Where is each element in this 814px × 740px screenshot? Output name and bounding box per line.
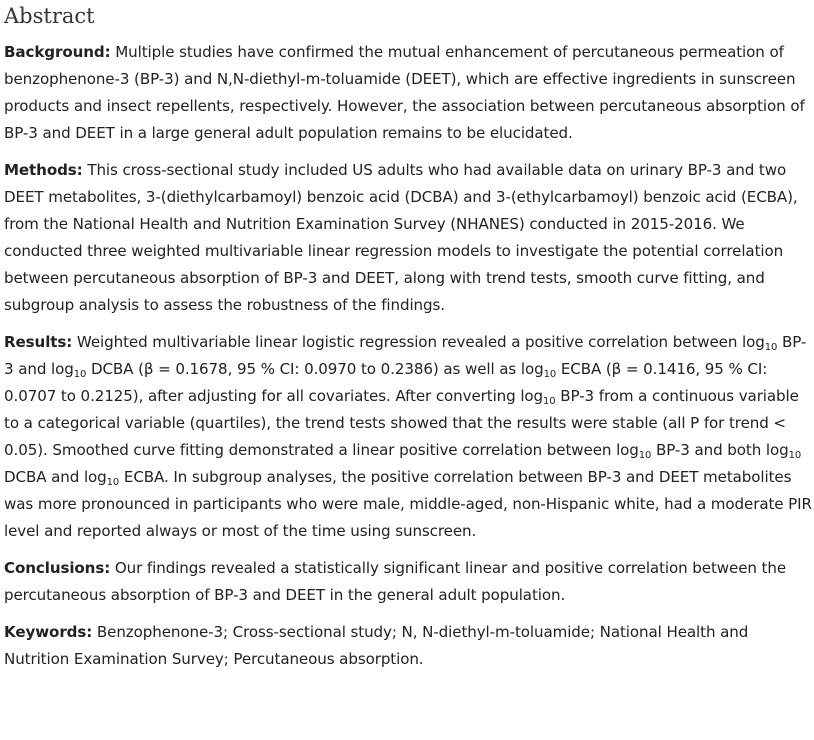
log-subscript: 10 — [106, 477, 120, 488]
conclusions-paragraph — [4, 555, 812, 609]
abstract-section — [4, 0, 812, 683]
log-term: log — [83, 468, 107, 486]
log-subscript: 10 — [543, 369, 557, 380]
background-text: Multiple studies have confirmed the mutual enhancement of percutaneous permeation of benzophenone-3 (BP-3) and N,N-diethyl-m-toluamide (DEET), which are effective ingredients in sunscreen products and insect repellents, respectively. However, the association between percutaneous absorption of BP-3 and DEET in a large general adult population remains to be elucidated. — [4, 43, 805, 142]
methods-label: Methods: — [4, 161, 83, 179]
log-term: log — [742, 333, 765, 351]
results-text-1: Weighted multivariable linear logistic regression revealed a positive correlation between — [72, 333, 742, 351]
log-subscript: 10 — [543, 396, 556, 407]
log-term: log — [616, 441, 639, 459]
results-text-5: BP-3 from a continuous variable to a categorical variable (quartiles), the trend tests showed that the results were stable (all P for trend < 0.05). Smoothed curve fitting demonstrated a linear positive correlation between — [4, 387, 799, 459]
methods-text: This cross-sectional study included US adults who had available data on urinary BP-3 and two DEET metabolites, 3-(diethylcarbamoyl) benzoic acid (DCBA) and 3-(ethylcarbamoyl) benzoic acid (ECBA), from the National Health and Nutrition Examination Survey (NHANES) conducted in 2015-2016. We conducted three weighted multivariable linear regression models to investigate the potential correlation between percutaneous absorption of BP-3 and DEET, along with trend tests, smooth curve fitting, and subgroup analysis to assess the robustness of the findings. — [4, 161, 798, 314]
log-subscript: 10 — [638, 450, 652, 461]
log-term: log — [520, 387, 544, 405]
log-subscript: 10 — [73, 369, 87, 380]
results-paragraph — [4, 329, 812, 545]
keywords-paragraph — [4, 619, 812, 673]
results-label: Results: — [4, 333, 73, 351]
keywords-text: Benzophenone-3; Cross-sectional study; N, N-diethyl-m-toluamide; National Health and Nutrition Examination Survey; Percutaneous absorption. — [4, 623, 749, 668]
results-text-8: ECBA. In subgroup analyses, the positive correlation between BP-3 and DEET metabolites was more pronounced in participants who were male, middle-aged, non-Hispanic white, had a moderate PIR level and reported always or most of the time using sunscreen. — [4, 468, 812, 540]
log-subscript: 10 — [788, 450, 802, 461]
results-text-2: BP-3 and — [4, 333, 807, 378]
log-term: log — [765, 441, 789, 459]
results-text-6: BP-3 and both — [651, 441, 766, 459]
results-text-4: ECBA (β = 0.1416, 95 % CI: 0.0707 to 0.2125), after adjusting for all covariates. After converting — [4, 360, 768, 405]
methods-paragraph — [4, 157, 812, 319]
log-subscript: 10 — [764, 342, 778, 353]
background-label: Background: — [4, 43, 111, 61]
results-text-7: DCBA and — [4, 468, 84, 486]
conclusions-label: Conclusions: — [4, 559, 111, 577]
conclusions-text: Our findings revealed a statistically significant linear and positive correlation between the percutaneous absorption of BP-3 and DEET in the general adult population. — [4, 559, 787, 604]
background-paragraph — [4, 39, 812, 147]
log-term: log — [520, 360, 544, 378]
abstract-title: Abstract — [4, 4, 95, 28]
log-term: log — [51, 360, 74, 378]
results-text-3: DCBA (β = 0.1678, 95 % CI: 0.0970 to 0.2386) as well as — [86, 360, 521, 378]
keywords-label: Keywords: — [4, 623, 93, 641]
